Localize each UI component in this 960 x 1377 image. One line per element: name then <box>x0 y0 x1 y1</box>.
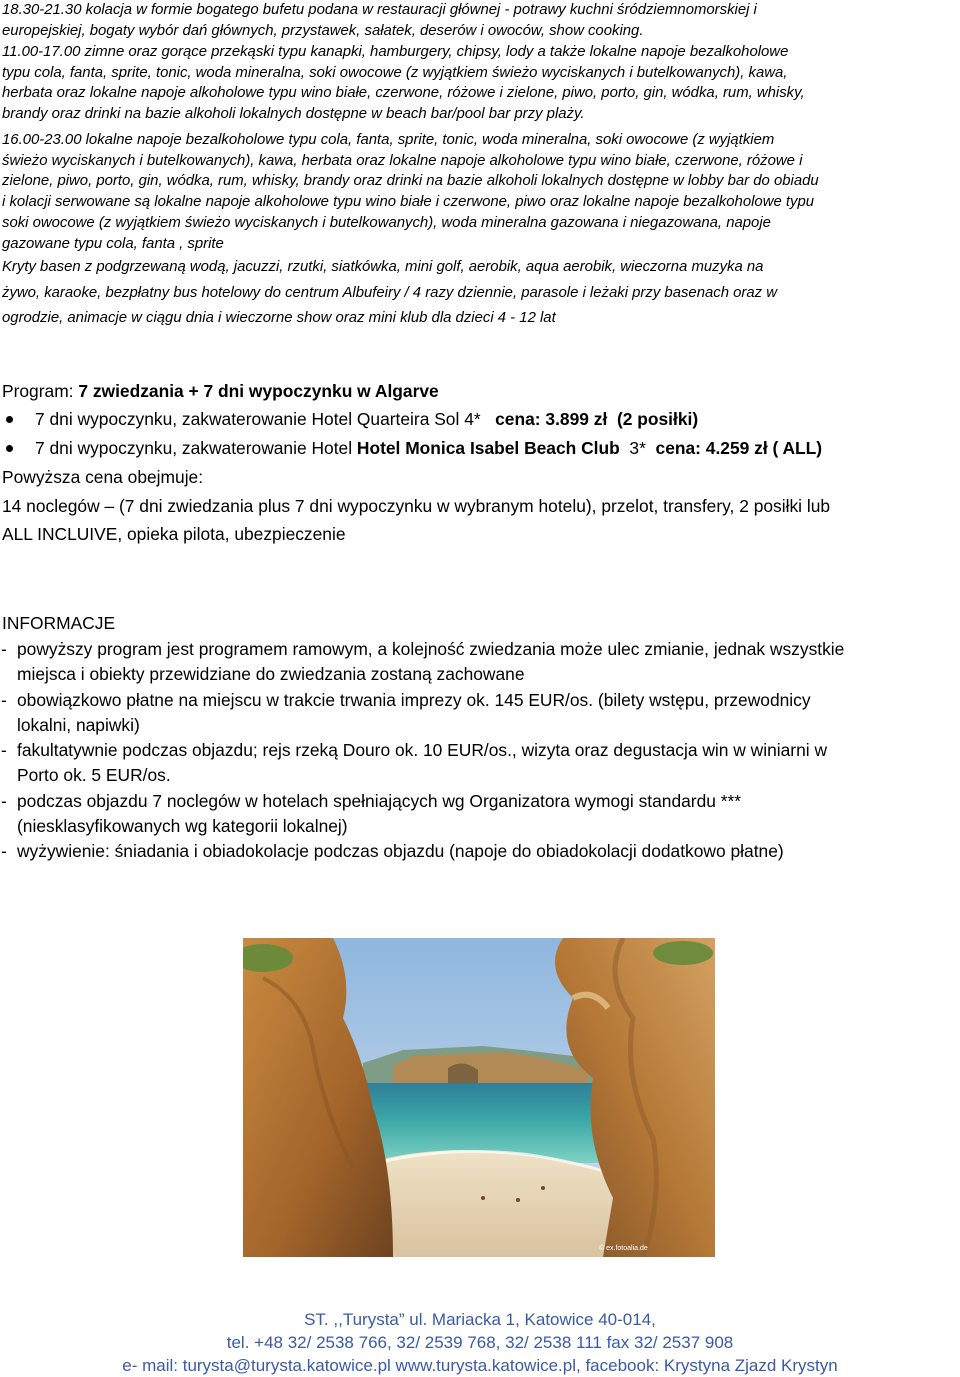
includes-line: ALL INCLUIVE, opieka pilota, ubezpieczenie <box>2 524 346 544</box>
extras-line: żywo, karaoke, bezpłatny bus hotelowy do centrum Albufeiry / 4 razy dziennie, parasole i leżaki przy basenach oraz w <box>2 284 777 301</box>
info-item: - obowiązkowo płatne na miejscu w trakcie trwania imprezy ok. 145 EUR/os. (bilety wstępu, przewodnicy lokalni, napiwki) <box>0 688 955 739</box>
extras-paragraph <box>2 255 952 332</box>
offer-stars: 3* <box>619 438 646 458</box>
offer-text: 7 dni wypoczynku, zakwaterowanie Hotel Quarteira Sol <box>35 409 460 429</box>
extras-line: ogrodzie, animacje w ciągu dnia i wieczorne show oraz mini klub dla dzieci 4 - 12 lat <box>2 310 556 326</box>
bullet-icon <box>6 416 13 423</box>
info-line: wyżywienie: śniadania i obiadokolacje podczas objazdu (napoje do obiadokolacji dodatkowo płatne) <box>17 841 784 862</box>
offer-list <box>0 405 955 463</box>
intro-paragraph <box>2 0 958 41</box>
info-line: miejsca i obiekty przewidziane do zwiedzania zostaną zachowane <box>17 664 525 685</box>
info-line: lokalni, napiwki) <box>17 714 140 735</box>
info-line: (niesklasyfikowanych wg kategorii lokalnej) <box>17 816 348 837</box>
extras-line: Kryty basen z podgrzewaną wodą, jacuzzi, rzutki, siatkówka, mini golf, aerobik, aqua aerobik, wieczorna muzyka na <box>2 259 764 275</box>
footer-contact: e- mail: turysta@turysta.katowice.pl www.turysta.katowice.pl, facebook: Krystyna Zjazd Krystyn <box>122 1356 838 1375</box>
footer-phone: tel. +48 32/ 2538 766, 32/ 2539 768, 32/ 2538 111 fax 32/ 2537 908 <box>226 1333 734 1352</box>
bar-line: 16.00-23.00 lokalne napoje bezalkoholowe typu cola, fanta, sprite, tonic, woda mineralna, soki owocowe (z wyjątkiem <box>2 132 775 148</box>
offer-item <box>0 405 955 434</box>
bullet-icon <box>6 445 13 452</box>
info-item: - podczas objazdu 7 noclegów w hotelach spełniających wg Organizatora wymogi standardu *** (niesklasyfikowanych wg kategorii lokalnej) <box>0 789 955 840</box>
program-title: 7 zwiedzania + 7 dni wypoczynku w Algarve <box>78 381 439 401</box>
info-line: podczas objazdu 7 noclegów w hotelach spełniających wg Organizatora wymogi standardu *** <box>17 790 742 811</box>
program-label: Program: <box>2 381 79 401</box>
info-item: - fakultatywnie podczas objazdu; rejs rzeką Douro ok. 10 EUR/os., wizyta oraz degustacja win w winiarni w Porto ok. 5 EUR/os. <box>0 738 955 789</box>
bar-line: gazowane typu cola, fanta , sprite <box>2 235 224 252</box>
bar-paragraph <box>2 130 958 254</box>
offer-price: cena: 3.899 zł (2 posiłki) <box>480 409 699 429</box>
intro-line: 18.30-21.30 kolacja w formie bogatego bufetu podana w restauracji głównej - potrawy kuchni śródziemnomorskiej i <box>2 2 757 18</box>
offer-text: 7 dni wypoczynku, zakwaterowanie Hotel <box>35 438 357 458</box>
beach-photo <box>243 938 715 1257</box>
info-heading: INFORMACJE <box>2 613 116 633</box>
includes-line: 14 noclegów – (7 dni zwiedzania plus 7 dni wypoczynku w wybranym hotelu), przelot, transfery, 2 posiłki lub <box>2 496 831 516</box>
photo-watermark: © ex.fotoalia.de <box>599 1245 648 1252</box>
snack-line: brandy oraz drinki na bazie alkoholi lokalnych dostępne w beach bar/pool bar przy plaży. <box>2 106 585 123</box>
beach-illustration <box>243 938 715 1257</box>
info-line: fakultatywnie podczas objazdu; rejs rzeką Douro ok. 10 EUR/os., wizyta oraz degustacja win w winiarni w <box>17 740 827 761</box>
program-heading <box>2 377 952 405</box>
offer-stars: 4* <box>459 409 481 429</box>
offer-item <box>0 434 955 463</box>
footer-address: ST. ,,Turysta” ul. Mariacka 1, Katowice 40-014, <box>304 1310 656 1329</box>
info-line: Porto ok. 5 EUR/os. <box>17 765 171 786</box>
info-item: - powyższy program jest programem ramowym, a kolejność zwiedzania może ulec zmianie, jednak wszystkie miejsca i obiekty przewidziane do zwiedzania zostaną zachowane <box>0 637 955 688</box>
snack-line: 11.00-17.00 zimne oraz gorące przekąski typu kanapki, hamburgery, chipsy, lody a także lokalne napoje bezalkoholowe <box>2 44 789 60</box>
price-includes-text <box>2 492 952 548</box>
shrub <box>653 941 713 965</box>
bar-line: soki owocowe (z wyjątkiem świeżo wyciskanych i butelkowanych), woda mineralna gazowana i niegazowana, napoje <box>2 214 771 231</box>
snack-paragraph <box>2 42 958 125</box>
bar-line: zielone, piwo, porto, gin, wódka, rum, whisky, brandy oraz drinki na bazie alkoholi lokalnych dostępne w lobby bar do obiadu <box>2 173 819 190</box>
intro-line: europejskiej, bogaty wybór dań głównych, przystawek, sałatek, deserów i owoców, show cooking. <box>2 22 644 39</box>
offer-price: cena: 4.259 zł ( ALL) <box>645 438 823 458</box>
info-item: - wyżywienie: śniadania i obiadokolacje podczas objazdu (napoje do obiadokolacji dodatkowo płatne) <box>0 839 955 864</box>
offer-hotel-name: Hotel Monica Isabel Beach Club <box>356 438 620 458</box>
info-list <box>0 637 955 865</box>
bar-line: i kolacji serwowane są lokalne napoje alkoholowe typu wino białe i czerwone, piwo oraz lokalne napoje bezalkoholowe typu <box>2 194 815 211</box>
snack-line: typu cola, fanta, sprite, tonic, woda mineralna, soki owocowe (z wyjątkiem świeżo wyciskanych i butelkowanych), kawa, <box>2 64 788 81</box>
info-line: powyższy program jest programem ramowym, a kolejność zwiedzania może ulec zmianie, jednak wszystkie <box>17 639 845 659</box>
price-includes-label: Powyższa cena obejmuje: <box>2 467 204 487</box>
info-line: obowiązkowo płatne na miejscu w trakcie trwania imprezy ok. 145 EUR/os. (bilety wstępu, przewodnicy <box>17 689 811 710</box>
bar-line: świeżo wyciskanych i butelkowanych), kawa, herbata oraz lokalne napoje alkoholowe typu wino białe, czerwone, różowe i <box>2 152 803 169</box>
snack-line: herbata oraz lokalne napoje alkoholowe typu wino białe, czerwone, różowe i zielone, piwo, porto, gin, wódka, rum, whisky, <box>2 85 805 102</box>
